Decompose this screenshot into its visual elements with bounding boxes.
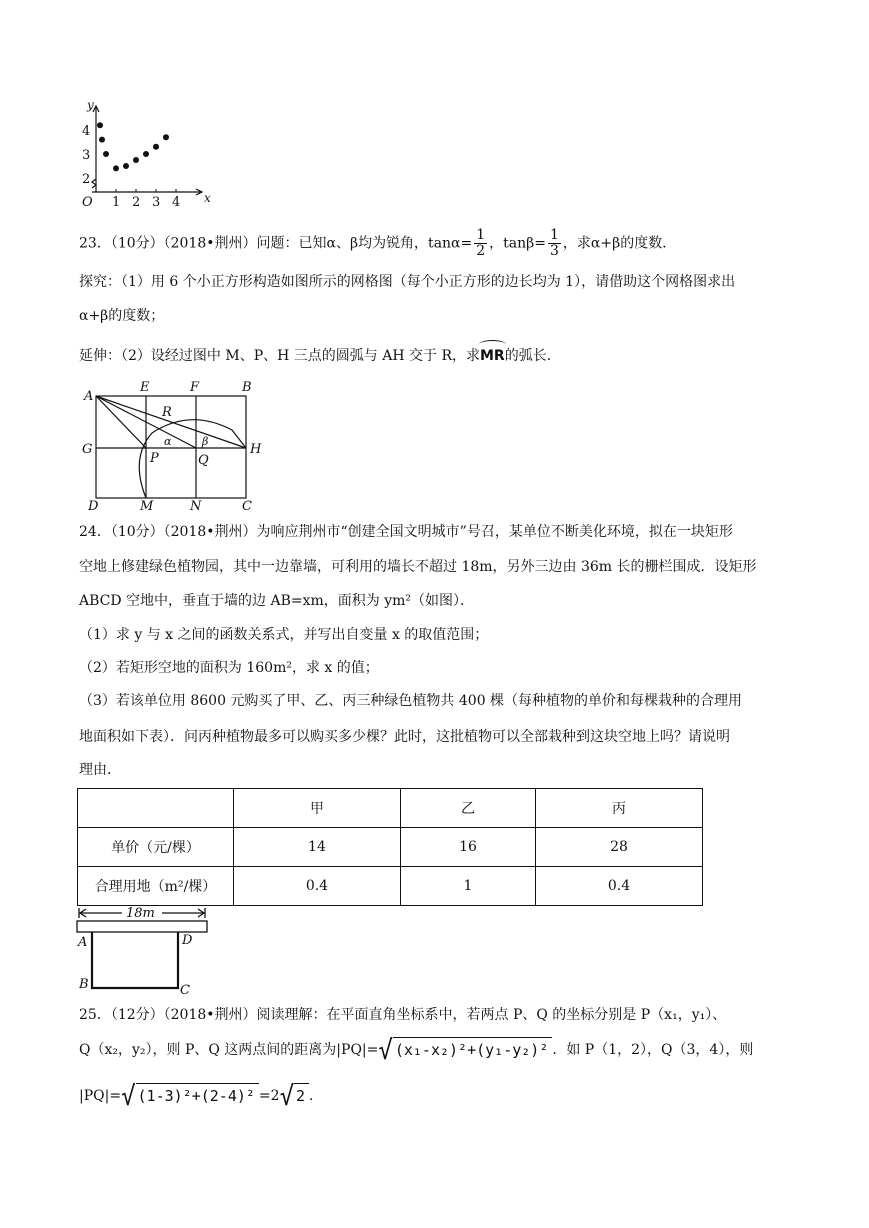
table-cell: 甲: [234, 789, 401, 828]
q24-part3-line2: 地面积如下表）．问丙种植物最多可以购买多少棵？此时，这批植物可以全部栽种到这块空地上吗？请说明: [79, 729, 730, 745]
label-B: B: [242, 380, 252, 395]
q24-part1: （1）求 y 与 x 之间的函数关系式，并写出自变量 x 的取值范围；: [79, 627, 489, 643]
label-alpha: α: [164, 435, 172, 448]
table-cell: [78, 789, 234, 828]
q24-part3-line1: （3）若该单位用 8600 元购买了甲、乙、丙三种绿色植物共 400 棵（每种植物的单价和每棵栽种的合理用: [79, 693, 743, 709]
label-C: C: [180, 983, 190, 998]
label-D: D: [182, 933, 193, 948]
q23-line3: α+β的度数；: [79, 308, 165, 324]
label-N: N: [190, 499, 202, 514]
label-R: R: [162, 405, 172, 420]
q25-line2: Q（x₂，y₂），则 P、Q 这两点间的距离为|PQ|= √ (x₁-x₂)²+(y₁-y₂)² ．如 P（1，2），Q（3，4），则: [79, 1034, 754, 1066]
q24-line3: ABCD 空地中，垂直于墙的边 AB=xm，面积为 ym²（如图）．: [79, 593, 475, 609]
label-C: C: [242, 499, 252, 514]
table-cell: 单价（元/棵）: [78, 828, 234, 867]
distance-formula: √ (x₁-x₂)²+(y₁-y₂)²: [378, 1037, 552, 1063]
table-cell: 合理用地（m²/棵）: [78, 867, 234, 906]
q24-line1: 24．（10分）（2018•荆州）为响应荆州市“创建全国文明城市”号召，某单位不断美化环境，拟在一块矩形: [79, 524, 733, 540]
x-tick-label: 4: [172, 195, 181, 210]
q25-line1: 25．（12分）（2018•荆州）阅读理解：在平面直角坐标系中，若两点 P、Q 的坐标分别是 P（x₁，y₁）、: [79, 1007, 727, 1023]
data-point: [123, 163, 129, 169]
arc-mr-label: MR: [479, 348, 505, 364]
data-point: [153, 144, 159, 150]
scatter-graph: [74, 98, 211, 212]
q24-line2: 空地上修建绿色植物园，其中一边靠墙，可利用的墙长不超过 18m，另外三边由 36m 长的栅栏围成．设矩形: [79, 559, 757, 575]
q24-part2: （2）若矩形空地的面积为 160m²，求 x 的值；: [79, 660, 379, 676]
q24-part3-line3: 理由．: [79, 762, 121, 778]
label-G: G: [82, 442, 93, 457]
label-beta: β: [202, 435, 209, 448]
data-point: [97, 122, 103, 128]
q25-line3: |PQ|= √ (1-3)²+(2-4)² =2 √ 2 ．: [79, 1080, 324, 1112]
x-tick-label: 3: [152, 195, 161, 210]
y-tick-label: 3: [82, 148, 91, 163]
table-row: [78, 867, 703, 906]
sqrt-two: √ 2: [280, 1083, 309, 1109]
table-cell: 0.4: [234, 867, 401, 906]
data-point: [113, 165, 119, 171]
table-header-row: [78, 789, 703, 828]
y-axis-label: y: [87, 98, 94, 112]
table-cell: 0.4: [536, 867, 703, 906]
data-point: [163, 134, 169, 140]
fraction-one-third: $\frac{1}{3}$: [550, 227, 559, 259]
label-A: A: [78, 935, 88, 950]
data-point: [143, 151, 149, 157]
label-Q: Q: [198, 453, 209, 468]
q23-line2: 探究：（1）用 6 个小正方形构造如图所示的网格图（每个小正方形的边长均为 1），请借助这个网格图求出: [79, 274, 736, 290]
label-P: P: [150, 451, 159, 466]
label-B: B: [79, 977, 89, 992]
x-tick-label: 1: [112, 195, 121, 210]
rectangle-figure: [74, 904, 214, 996]
q23-line1: 23．（10分）（2018•荆州）问题：已知α、β均为锐角，tanα= $\frac{1}{2}$ ，tanβ= $\frac{1}{3}$ ，求α+β的度数．: [79, 227, 677, 259]
label-H: H: [250, 442, 262, 457]
table-cell: 丙: [536, 789, 703, 828]
data-point: [99, 137, 105, 143]
plant-table: [77, 788, 703, 906]
table-cell: 1: [400, 867, 535, 906]
label-A: A: [84, 389, 94, 404]
table-cell: 16: [400, 828, 535, 867]
grid-figure: [80, 378, 280, 516]
y-tick-label: 4: [82, 124, 91, 139]
label-E: E: [140, 380, 150, 395]
x-axis-label: x: [204, 191, 211, 205]
table-cell: 乙: [400, 789, 535, 828]
label-M: M: [140, 499, 154, 514]
example-formula: √ (1-3)²+(2-4)²: [121, 1083, 259, 1109]
label-F: F: [190, 380, 200, 395]
label-D: D: [88, 499, 99, 514]
fraction-one-half: $\frac{1}{2}$: [476, 227, 486, 259]
table-cell: 14: [234, 828, 401, 867]
wall-length-label: 18m: [126, 906, 155, 921]
table-cell: 28: [536, 828, 703, 867]
q23-line4: 延伸：（2）设经过图中 M、P、H 三点的圆弧与 AH 交于 R，求MR的弧长．: [79, 348, 561, 364]
data-point: [133, 157, 139, 163]
y-tick-label: 2: [82, 172, 91, 187]
table-row: [78, 828, 703, 867]
origin-label: O: [82, 195, 93, 210]
data-point: [103, 151, 109, 157]
x-tick-label: 2: [132, 195, 141, 210]
